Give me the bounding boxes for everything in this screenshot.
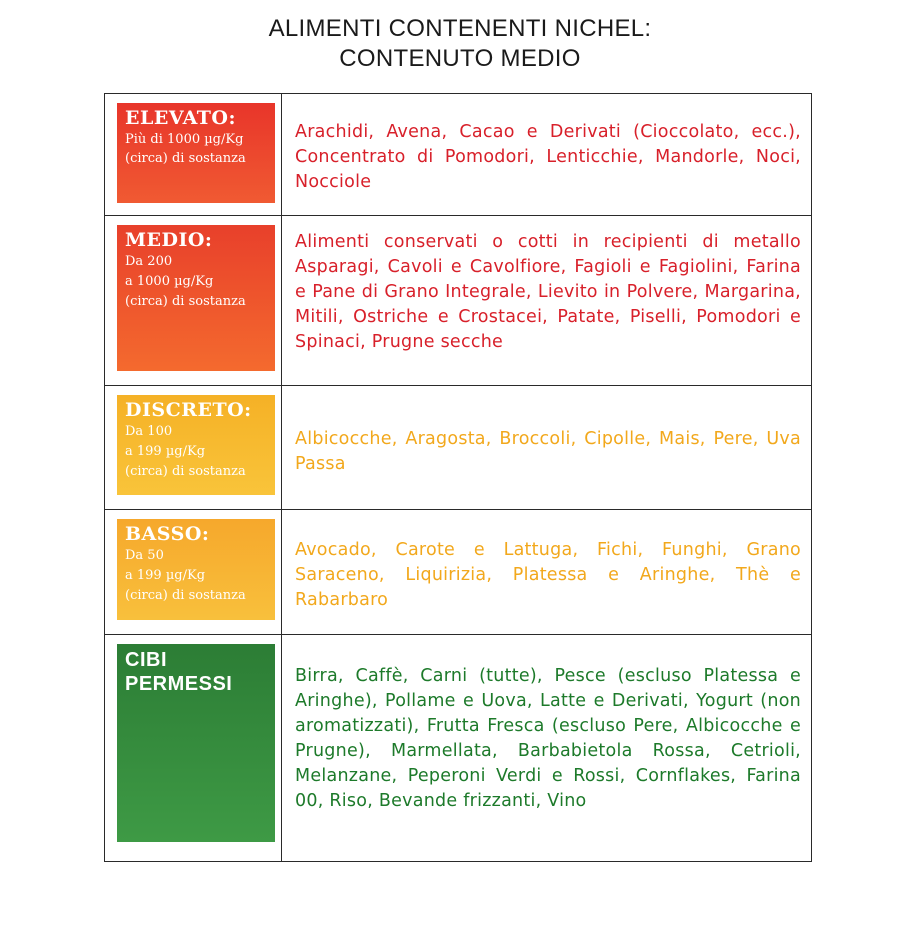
table-row-medio xyxy=(105,216,812,386)
level-name: CIBI PERMESSI xyxy=(125,649,233,695)
level-name: ELEVATO: xyxy=(125,107,236,129)
level-range-line: Più di 1000 µg/Kg xyxy=(125,132,244,147)
foods-list-elevato: Arachidi, Avena, Cacao e Derivati (Cioccolato, ecc.), Concentrato di Pomodori, Lenticchie, Mandorle, Noci, Nocciole xyxy=(295,122,801,192)
table-row-discreto xyxy=(105,386,812,510)
level-name: MEDIO: xyxy=(125,229,213,251)
level-badge-medio xyxy=(117,225,275,371)
level-range-line: Da 50 xyxy=(125,548,164,563)
level-label-cell xyxy=(105,386,282,510)
title-line-1: ALIMENTI CONTENENTI NICHEL: xyxy=(268,15,652,42)
level-range-line: a 199 µg/Kg xyxy=(125,568,206,583)
level-label-cell xyxy=(105,510,282,635)
table-row-basso xyxy=(105,510,812,635)
foods-list-basso: Avocado, Carote e Lattuga, Fichi, Funghi, Grano Saraceno, Liquirizia, Platessa e Aringhe, Thè e Rabarbaro xyxy=(295,540,801,610)
foods-cell xyxy=(282,510,812,635)
level-range-line: (circa) di sostanza xyxy=(125,464,246,479)
nickel-content-table xyxy=(104,93,812,862)
foods-cell xyxy=(282,216,812,386)
level-range-line: (circa) di sostanza xyxy=(125,294,246,309)
page-title xyxy=(0,14,900,74)
level-label-cell xyxy=(105,94,282,216)
level-label-cell xyxy=(105,635,282,862)
foods-list-medio: Alimenti conservati o cotti in recipienti di metallo Asparagi, Cavoli e Cavolfiore, Fagioli e Fagiolini, Farina e Pane di Grano Integrale, Lievito in Polvere, Margarina, Mitili, Ostriche e Crostacei, Patate, Piselli, Pomodori e Spinaci, Prugne secche xyxy=(295,232,801,352)
level-badge-elevato xyxy=(117,103,275,203)
level-range-line: (circa) di sostanza xyxy=(125,588,246,603)
foods-list-cibi-permessi: Birra, Caffè, Carni (tutte), Pesce (escluso Platessa e Aringhe), Pollame e Uova, Latte e Derivati, Yogurt (non aromatizzati), Frutta Fresca (escluso Pere, Albicocche e Prugne), Marmellata, Barbabietola Rossa, Cetrioli, Melanzane, Peperoni Verdi e Rossi, Cornflakes, Farina 00, Riso, Bevande frizzanti, Vino xyxy=(295,666,801,811)
title-line-2: CONTENUTO MEDIO xyxy=(339,45,581,72)
level-range-line: (circa) di sostanza xyxy=(125,151,246,166)
level-range-line: a 199 µg/Kg xyxy=(125,444,206,459)
table-row-cibi-permessi xyxy=(105,635,812,862)
level-range-line: Da 100 xyxy=(125,424,173,439)
level-name: DISCRETO: xyxy=(125,399,252,421)
foods-cell xyxy=(282,94,812,216)
level-badge-discreto xyxy=(117,395,275,495)
foods-cell xyxy=(282,386,812,510)
level-range-line: Da 200 xyxy=(125,254,173,269)
foods-list-discreto: Albicocche, Aragosta, Broccoli, Cipolle, Mais, Pere, Uva Passa xyxy=(295,429,801,474)
level-label-cell xyxy=(105,216,282,386)
level-range-line: a 1000 µg/Kg xyxy=(125,274,214,289)
foods-cell xyxy=(282,635,812,862)
level-badge-cibi-permessi xyxy=(117,644,275,842)
level-name: BASSO: xyxy=(125,523,210,545)
level-badge-basso xyxy=(117,519,275,620)
table-row-elevato xyxy=(105,94,812,216)
